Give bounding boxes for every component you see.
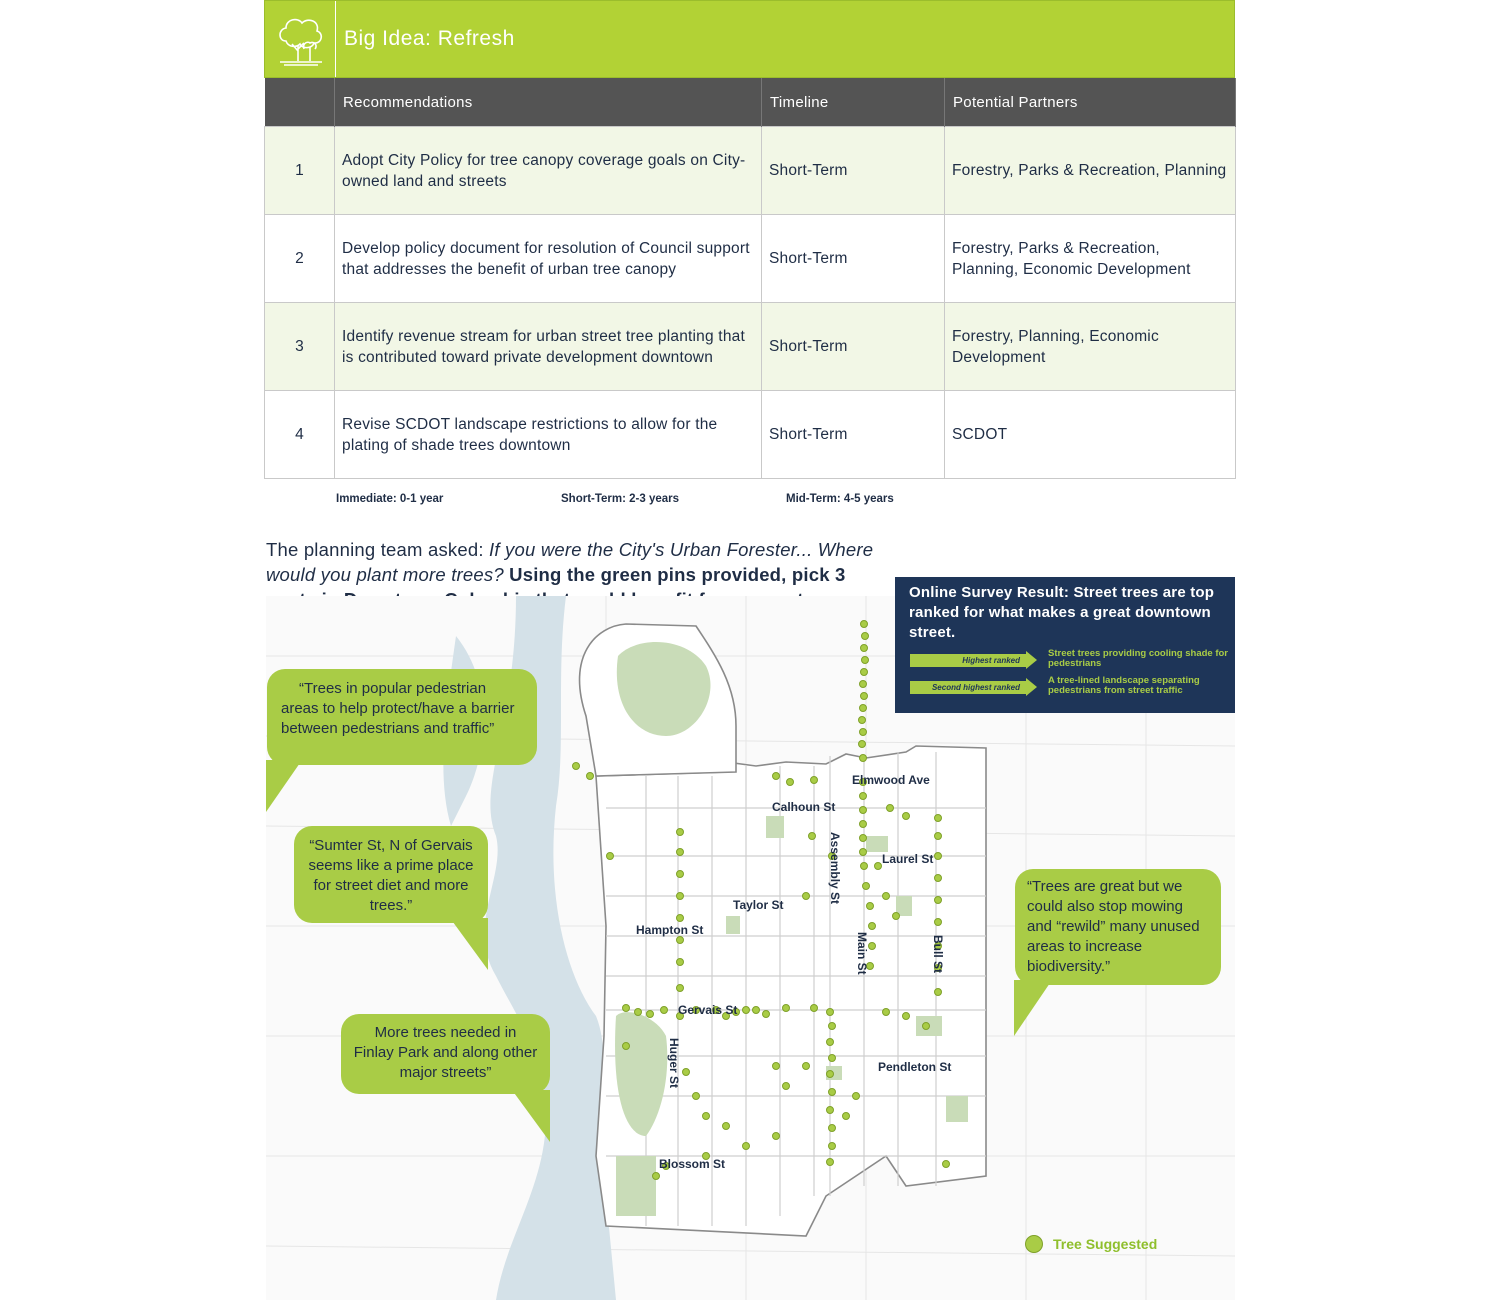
legend-immediate: Immediate: 0-1 year xyxy=(336,493,444,505)
street-label-gervais: Gervais St xyxy=(678,1003,738,1017)
row-recommendation: Identify revenue stream for urban street tree planting that is contributed toward private development downtown xyxy=(335,303,762,391)
quote-bubble-finlay xyxy=(341,1014,550,1094)
row-partners: Forestry, Parks & Recreation, Planning, Economic Development xyxy=(945,215,1236,303)
header-recommendations: Recommendations xyxy=(335,78,762,127)
arrow-right-icon xyxy=(1026,678,1037,696)
big-idea-banner xyxy=(264,0,1235,78)
row-recommendation: Develop policy document for resolution of Council support that addresses the benefit of urban tree canopy xyxy=(335,215,762,303)
row-recommendation: Adopt City Policy for tree canopy coverage goals on City-owned land and streets xyxy=(335,127,762,215)
arrow-right-icon xyxy=(1026,651,1037,669)
row-timeline: Short-Term xyxy=(762,127,945,215)
street-label-pendleton: Pendleton St xyxy=(878,1060,952,1074)
table-row xyxy=(265,303,1236,391)
table-header-row xyxy=(265,78,1236,127)
row-recommendation: Revise SCDOT landscape restrictions to allow for the plating of shade trees downtown xyxy=(335,391,762,479)
rank-second-text: A tree-lined landscape separating pedestrians from street traffic xyxy=(1048,675,1200,696)
street-label-hampton: Hampton St xyxy=(636,923,704,937)
legend-short-term: Short-Term: 2-3 years xyxy=(561,493,680,505)
map-legend xyxy=(1025,1235,1157,1253)
street-label-assembly: Assembly St xyxy=(828,832,842,905)
header-partners: Potential Partners xyxy=(945,78,1236,127)
table-row xyxy=(265,391,1236,479)
row-partners: SCDOT xyxy=(945,391,1236,479)
bubble-tail xyxy=(450,918,490,972)
quote-bubble-pedestrian xyxy=(267,669,537,765)
bubble-tail xyxy=(1014,980,1054,1038)
street-label-laurel: Laurel St xyxy=(882,852,934,866)
street-label-blossom: Blossom St xyxy=(659,1157,726,1171)
recommendations-table xyxy=(264,78,1236,479)
quote-text: More trees needed in Finlay Park and along other major streets” xyxy=(353,1024,538,1081)
survey-heading: Online Survey Result: Street trees are top ranked for what makes a great downtown street. xyxy=(909,584,1215,641)
quote-text: “Trees in popular pedestrian areas to help protect/have a barrier between pedestrians and traffic” xyxy=(281,680,515,737)
row-number: 1 xyxy=(265,127,335,215)
tree-pin-icon xyxy=(1025,1235,1043,1253)
street-label-bull: Bull St xyxy=(931,935,945,973)
survey-result-box xyxy=(895,577,1235,713)
question-lead: The planning team asked: xyxy=(266,539,490,560)
street-label-main: Main St xyxy=(855,932,869,975)
tree-icon xyxy=(265,1,336,77)
quote-text: “Sumter St, N of Gervais seems like a prime place for street diet and more trees.” xyxy=(308,837,474,914)
street-label-calhoun: Calhoun St xyxy=(772,800,836,814)
header-number xyxy=(265,78,335,127)
bubble-tail xyxy=(266,760,306,814)
row-number: 4 xyxy=(265,391,335,479)
street-label-taylor: Taylor St xyxy=(733,898,784,912)
row-partners: Forestry, Planning, Economic Development xyxy=(945,303,1236,391)
rank-highest-text: Street trees providing cooling shade for pedestrians xyxy=(1048,648,1229,669)
row-timeline: Short-Term xyxy=(762,215,945,303)
bubble-tail xyxy=(512,1090,552,1144)
map-legend-label: Tree Suggested xyxy=(1053,1236,1158,1252)
recommendations-table-block xyxy=(264,0,1235,479)
header-timeline: Timeline xyxy=(762,78,945,127)
banner-title: Big Idea: Refresh xyxy=(344,27,515,50)
row-number: 2 xyxy=(265,215,335,303)
row-number: 3 xyxy=(265,303,335,391)
quote-bubble-rewild xyxy=(1015,869,1221,985)
rank-highest-bar: Highest ranked xyxy=(910,654,1026,667)
legend-mid-term: Mid-Term: 4-5 years xyxy=(786,493,894,505)
street-label-elmwood: Elmwood Ave xyxy=(852,773,930,787)
table-row xyxy=(265,127,1236,215)
table-row xyxy=(265,215,1236,303)
row-timeline: Short-Term xyxy=(762,391,945,479)
street-label-huger: Huger St xyxy=(667,1038,681,1089)
question-instructions: Using the green pins provided, pick 3 xyxy=(509,564,846,585)
question-italic: If you were the City's Urban Forester... Where would you plant more trees? xyxy=(266,539,874,585)
quote-text: “Trees are great but we could also stop mowing and “rewild” many unused areas to increase biodiversity.” xyxy=(1027,878,1200,975)
row-partners: Forestry, Parks & Recreation, Planning xyxy=(945,127,1236,215)
row-timeline: Short-Term xyxy=(762,303,945,391)
quote-bubble-sumter xyxy=(294,826,488,923)
rank-second-bar: Second highest ranked xyxy=(910,681,1026,694)
